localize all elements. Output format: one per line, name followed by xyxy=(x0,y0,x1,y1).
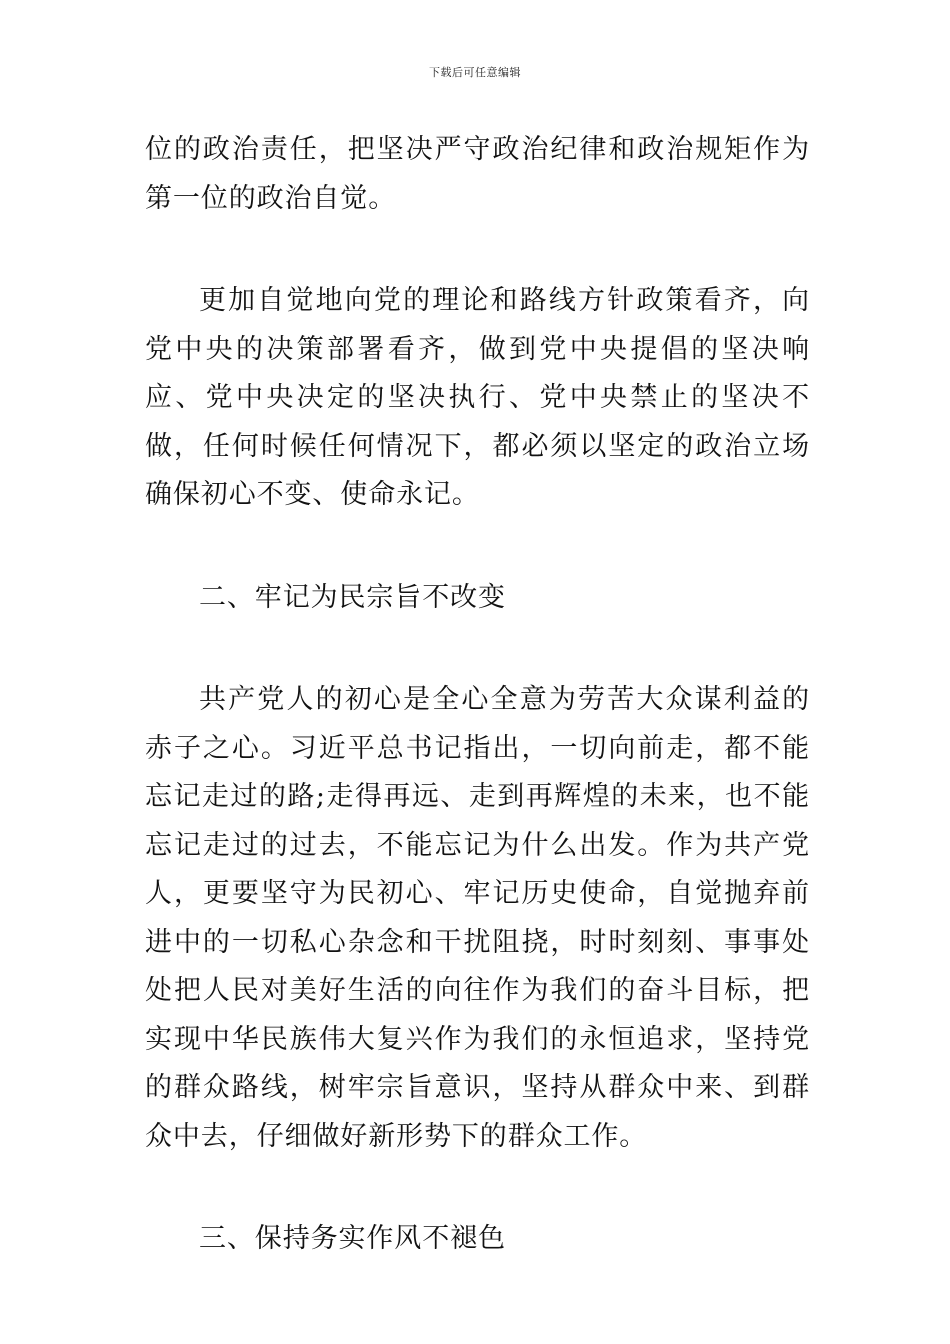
page-header-note: 下载后可任意编辑 xyxy=(429,66,521,79)
section-heading-3: 三、保持务实作风不褪色 xyxy=(199,1223,506,1254)
document-body xyxy=(145,126,810,1264)
section-heading-2: 二、牢记为民宗旨不改变 xyxy=(199,581,506,613)
paragraph-original-aspiration: 共产党人的初心是全心全意为劳苦大众谋利益的赤子之心。习近平总书记指出，一切向前走，都不能忘记走过的路;走得再远、走到再辉煌的未来，也不能忘记走过的过去，不能忘记为什么出发。作为共产党人，更要坚守为民初心、牢记历史使命，自觉抛弃前进中的一切私心杂念和干扰阻挠，时时刻刻、事事处处把人民对美好生活的向往作为我们的奋斗目标，把实现中华民族伟大复兴作为我们的永恒追求，坚持党的群众路线，树牢宗旨意识，坚持从群众中来、到群众中去，仔细做好新形势下的群众工作。 xyxy=(145,684,810,1152)
paragraph-alignment: 更加自觉地向党的理论和路线方针政策看齐，向党中央的决策部署看齐，做到党中央提倡的坚决响应、党中央决定的坚决执行、党中央禁止的坚决不做，任何时候任何情况下，都必须以坚定的政治立场确保初心不变、使命永记。 xyxy=(145,285,810,510)
paragraph-continuation: 位的政治责任，把坚决严守政治纪律和政治规矩作为第一位的政治自觉。 xyxy=(145,134,810,214)
